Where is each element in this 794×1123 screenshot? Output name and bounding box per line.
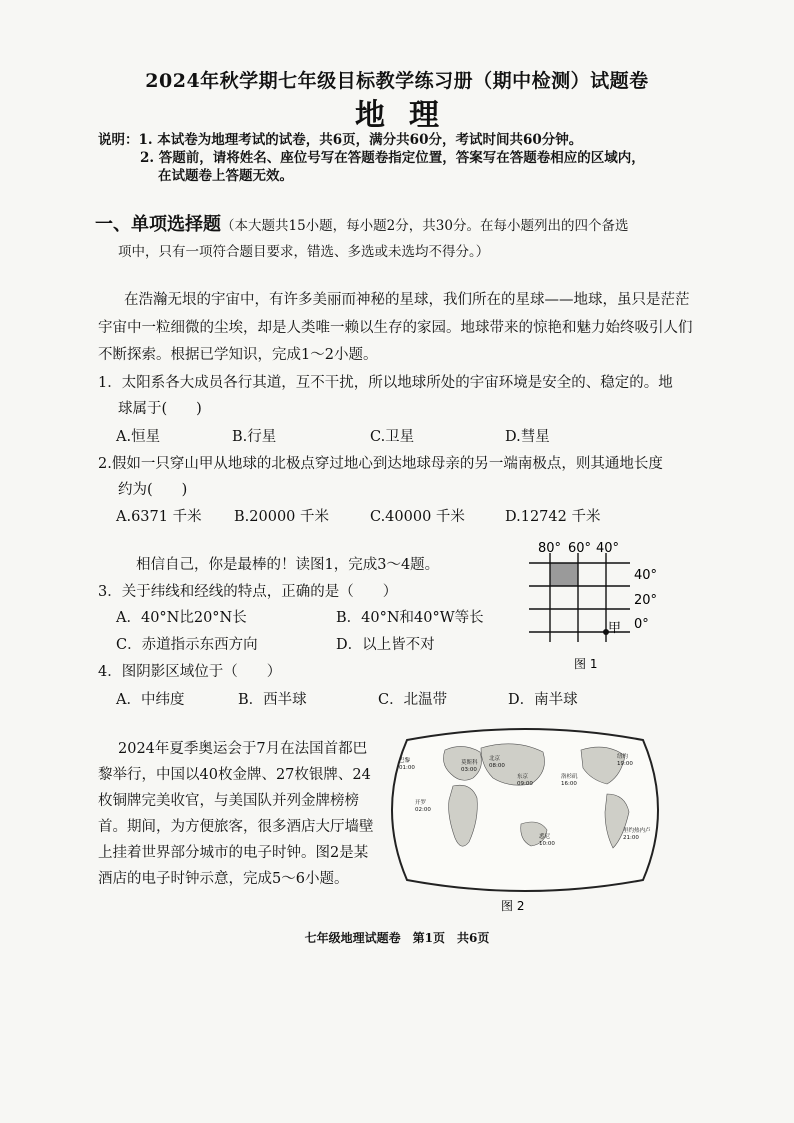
q1-option-d[interactable]: D.彗星 (505, 429, 550, 445)
city-cairo-name: 开罗 (415, 800, 427, 806)
city-tokyo-time: 09:00 (517, 781, 533, 787)
passage2: 相信自己，你是最棒的！读图1，完成3～4题。 (136, 557, 440, 573)
q1-line-1: 1．太阳系各大成员各行其道，互不干扰，所以地球所处的宇宙环境是安全的、稳定的。地 (98, 375, 673, 391)
city-tokyo-name: 东京 (517, 774, 529, 780)
q2-option-a[interactable]: A.6371 千米 (116, 509, 202, 525)
city-la-time: 16:00 (561, 781, 577, 787)
instruction-line-1: 说明：1. 本试卷为地理考试的试卷，共6页，满分共60分，考试时间共60分钟。 (98, 132, 583, 148)
city-la-name: 洛杉矶 (561, 774, 578, 780)
lat-label-0: 0° (634, 617, 649, 632)
page-footer: 七年级地理试题卷 第1页 共6页 (304, 931, 490, 945)
city-sydney-time: 10:00 (539, 841, 555, 847)
city-rio-time: 21:00 (623, 835, 639, 841)
figure1-grid (520, 540, 670, 675)
lon-label-60: 60° (568, 541, 592, 556)
q2-option-d[interactable]: D.12742 千米 (505, 509, 601, 525)
q4-option-c[interactable]: C．北温带 (378, 692, 448, 708)
q1-option-c[interactable]: C.卫星 (370, 429, 415, 445)
shaded-region (550, 563, 578, 586)
passage1-line-1: 在浩瀚无垠的宇宙中，有许多美丽而神秘的星球，我们所在的星球——地球，虽只是茫茫 (124, 292, 690, 308)
q2-line-2: 约为( ) (118, 482, 188, 498)
passage3-line-1: 2024年夏季奥运会于7月在法国首都巴 (118, 741, 368, 757)
city-beijing-time: 08:00 (489, 763, 505, 769)
lat-label-20: 20° (634, 593, 658, 608)
city-moscow-time: 03:00 (461, 767, 477, 773)
city-rio-name: 里约热内卢 (623, 828, 651, 834)
q1-line-2: 球属于( ) (118, 401, 202, 417)
section1-desc-2: 项中，只有一项符合题目要求，错选、多选或未选均不得分。） (118, 244, 490, 260)
passage3-line-3: 枚铜牌完美收官，与美国队并列金牌榜榜 (98, 793, 359, 809)
figure2-world-map (385, 720, 665, 915)
passage3-line-5: 上挂着世界部分城市的电子时钟。图2是某 (98, 845, 369, 861)
lon-label-40: 40° (596, 541, 620, 556)
passage1-line-3: 不断探索。根据已学知识，完成1～2小题。 (98, 347, 378, 363)
point-jia-label: 甲 (608, 621, 622, 636)
city-beijing-name: 北京 (489, 756, 501, 762)
q2-line-1: 2.假如一只穿山甲从地球的北极点穿过地心到达地球母亲的另一端南极点，则其通地长度 (98, 456, 663, 472)
instruction-line-2: 2. 答题前，请将姓名、座位号写在答题卷指定位置，答案写在答题卷相应的区域内， (140, 150, 645, 166)
section1-heading: 一、单项选择题 (95, 214, 221, 235)
q3-option-a[interactable]: A．40°N比20°N长 (116, 610, 247, 626)
q3-option-b[interactable]: B．40°N和40°W等长 (336, 610, 484, 626)
lon-label-80: 80° (538, 541, 562, 556)
section1-desc-1: （本大题共15小题，每小题2分，共30分。在每小题列出的四个备选 (221, 218, 629, 234)
city-newyork-name: 纽约 (617, 754, 629, 760)
q3-stem: 3．关于纬线和经线的特点，正确的是（ ） (98, 584, 398, 600)
q4-stem: 4．图阴影区域位于（ ） (98, 664, 282, 680)
figure1-caption: 图 1 (574, 657, 598, 671)
q2-option-c[interactable]: C.40000 千米 (370, 509, 465, 525)
subject-title: 地理 (355, 98, 463, 133)
q3-option-d[interactable]: D．以上皆不对 (336, 637, 435, 653)
figure2-caption: 图 2 (501, 899, 525, 913)
section1-header (95, 210, 628, 236)
q4-option-b[interactable]: B．西半球 (238, 692, 307, 708)
q1-option-a[interactable]: A.恒星 (116, 429, 161, 445)
lat-label-40: 40° (634, 568, 658, 583)
q4-option-d[interactable]: D．南半球 (508, 692, 578, 708)
q3-option-c[interactable]: C．赤道指示东西方向 (116, 637, 258, 653)
exam-title: 2024年秋学期七年级目标教学练习册（期中检测）试题卷 (145, 70, 649, 92)
passage3-line-4: 首。期间，为方便旅客，很多酒店大厅墙壁 (98, 819, 374, 835)
city-cairo-time: 02:00 (415, 807, 431, 813)
passage3-line-6: 酒店的电子时钟示意，完成5～6小题。 (98, 871, 349, 887)
instruction-line-3: 在试题卷上答题无效。 (158, 168, 293, 184)
city-moscow-name: 莫斯科 (461, 760, 478, 766)
city-newyork-time: 19:00 (617, 761, 633, 767)
city-sydney-name: 悉尼 (539, 834, 551, 840)
city-paris-time: 01:00 (399, 765, 415, 771)
q4-option-a[interactable]: A．中纬度 (116, 692, 185, 708)
q2-option-b[interactable]: B.20000 千米 (234, 509, 330, 525)
passage3-line-2: 黎举行，中国以40枚金牌、27枚银牌、24 (98, 767, 371, 783)
city-paris-name: 巴黎 (399, 758, 411, 764)
q1-option-b[interactable]: B.行星 (232, 429, 277, 445)
passage1-line-2: 宇宙中一粒细微的尘埃，却是人类唯一赖以生存的家园。地球带来的惊艳和魅力始终吸引人们 (98, 320, 693, 336)
